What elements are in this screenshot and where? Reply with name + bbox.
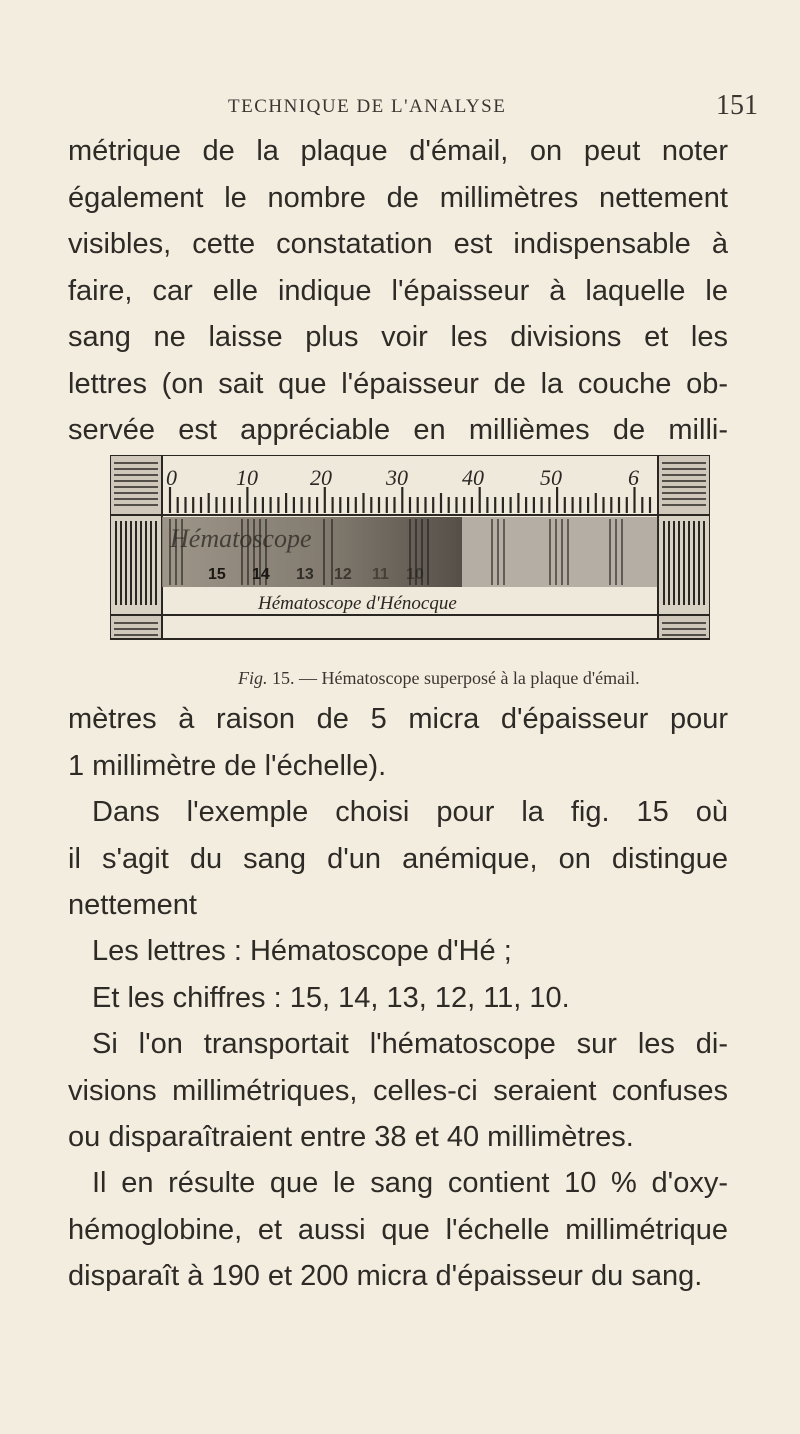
text-line: sang ne laisse plus voir les divisions et les bbox=[68, 321, 728, 353]
quoted-letters bbox=[68, 928, 728, 1021]
paragraph-4 bbox=[68, 1021, 728, 1161]
text-line: 1 millimètre de l'échelle). bbox=[68, 749, 387, 782]
inner-figure: 11 bbox=[372, 566, 389, 583]
scale-number: 40 bbox=[462, 465, 484, 490]
text-line: mètres à raison de 5 micra d'épaisseur pour bbox=[68, 703, 728, 735]
text-line: métrique de la plaque d'émail, on peut noter bbox=[68, 135, 728, 167]
inner-figure: 12 bbox=[334, 566, 352, 583]
figure-hematoscope bbox=[110, 455, 710, 645]
inner-figure: 10 bbox=[406, 566, 424, 583]
text-line: également le nombre de millimètres nettement bbox=[68, 181, 728, 214]
scale-number: 20 bbox=[310, 465, 332, 490]
page-number: 151 bbox=[716, 90, 758, 121]
inner-figure: 15 bbox=[208, 566, 226, 583]
text-line: Et les chiffres : 15, 14, 13, 12, 11, 10. bbox=[92, 981, 570, 1014]
text-line: servée est appréciable en millièmes de milli- bbox=[68, 414, 728, 446]
figure-caption bbox=[238, 668, 640, 689]
paragraph-2 bbox=[68, 696, 728, 789]
scale-number: 6 bbox=[628, 465, 639, 490]
text-line: il s'agit du sang d'un anémique, on distingue bbox=[68, 842, 728, 875]
scale-number: 0 bbox=[166, 465, 177, 490]
text-line: visions millimétriques, celles-ci seraient confuses bbox=[68, 1074, 728, 1107]
text-line: nettement bbox=[68, 889, 197, 921]
paragraph-1 bbox=[68, 128, 728, 454]
paragraph-3 bbox=[68, 789, 728, 929]
scale-number: 10 bbox=[236, 465, 258, 490]
text-line: disparaît à 190 et 200 micra d'épaisseur du sang. bbox=[68, 1260, 703, 1292]
inner-figure: 13 bbox=[296, 566, 314, 583]
text-line: lettres (on sait que l'épaisseur de la couche ob- bbox=[68, 367, 728, 400]
text-line: visibles, cette constatation est indispensable à bbox=[68, 228, 728, 260]
hematoscope-script: Hématoscope bbox=[170, 524, 312, 553]
text-line: Dans l'exemple choisi pour la fig. 15 où bbox=[92, 796, 728, 828]
page-header bbox=[0, 90, 800, 126]
text-line: Si l'on transportait l'hématoscope sur les di- bbox=[92, 1028, 728, 1060]
text-line: hémoglobine, et aussi que l'échelle millimétrique bbox=[68, 1213, 728, 1246]
text-line: Il en résulte que le sang contient 10 % d'oxy- bbox=[92, 1167, 728, 1199]
text-line: faire, car elle indique l'épaisseur à laquelle le bbox=[68, 274, 728, 307]
paragraph-5 bbox=[68, 1160, 728, 1300]
caption-text: 15. — Hématoscope superposé à la plaque d'émail. bbox=[272, 668, 640, 688]
text-line: Les lettres : Hématoscope d'Hé ; bbox=[92, 935, 512, 967]
scale-number: 50 bbox=[540, 465, 562, 490]
caption-fig: Fig. bbox=[238, 668, 268, 688]
inner-figure: 14 bbox=[252, 566, 270, 583]
scale-number: 30 bbox=[386, 465, 408, 490]
hematoscope-illustration bbox=[110, 455, 710, 645]
text-line: ou disparaîtraient entre 38 et 40 millimètres. bbox=[68, 1121, 634, 1153]
hematoscope-engraving: Hématoscope d'Hénocque bbox=[258, 593, 457, 614]
running-title: TECHNIQUE DE L'ANALYSE bbox=[228, 96, 507, 117]
